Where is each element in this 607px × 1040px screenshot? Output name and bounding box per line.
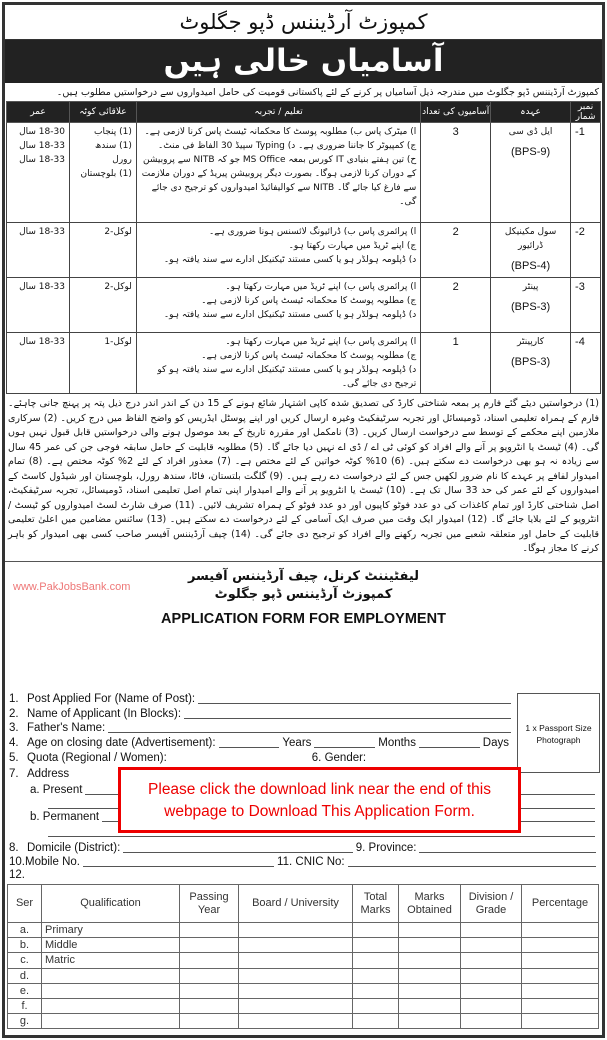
jobs-header-cell: آسامیوں کی تعداد — [421, 102, 491, 123]
quota-line: (1) بلوچستان — [80, 169, 132, 179]
entry-cell[interactable] — [353, 1014, 399, 1029]
quota-line: لوکل-1 — [104, 337, 132, 347]
fill-line[interactable] — [219, 747, 280, 748]
education-line: ج) مطلوبہ پوسٹ کا محکمانہ ٹیسٹ پاس کرنا لازمی ہے۔ — [201, 296, 417, 306]
instructions-notes: (1) درخواستیں دیئے گئے فارم پر بمعہ شناختی کارڈ کی تصدیق شدہ کاپی اشتہار شائع ہونے کے 15 دن کے اندر اندر درج ذیل پتہ پر پہنچ جانی چاہئے۔ فارم کے ہمراہ تعلیمی اسناد، ڈومیسائل اور تجربہ سرٹیفکیٹ وغیرہ ارسال کریں اور اپنے پوسٹل ایڈریس کو واضح الفاظ میں درج کریں۔ (2) سرکاری ملازمین اپنے محکمے کے توسط سے درخواست ارسال کریں۔ (3) نامکمل اور مقررہ تاریخ کے بعد موصول ہونے والی درخواستیں قابل قبول نہیں ہوں گی۔ (4) ٹیسٹ یا انٹرویو پر آنے والے افراد کو کوئی ٹی اے / ڈی اے نہیں دیا جائے گا۔ (5) مطلوبہ قابلیت کے حامل سابقہ فوجی جن کی عمر 45 سال سے زیادہ نہ ہو بھی درخواست دے سکتے ہیں۔ (6) 10% کوٹہ خواتین کے لئے مختص ہے۔ (7) معذور افراد کے لئے 2% کوٹہ مختص ہے۔ (8) تمام امیدوار لفافے پر عہدے کا نام ضرور لکھیں جس کے لئے درخواست دے رہے ہیں۔ (9) گلگت بلتستان، فاٹا، سندھ رورل، بلوچستان اور شیڈول کاسٹ کے امیدواروں کے لئے عمر کی حد 33 سال تک ہے۔ (10) ٹیسٹ یا انٹرویو پر آنے والے امیدوار اپنی تمام اصل تعلیمی اسناد، ڈومیسائل، تجربہ سرٹیفکیٹ، اصل شناختی کارڈ اور تمام کاغذات کی دو عدد فوٹو کاپیوں اور دو عدد فوٹو کے ہمراہ تشریف لائیں۔ (11) صرف شارٹ لسٹ امیدواروں کو ٹیسٹ / انٹرویو کے لئے بلایا جائے گا۔ (12) امیدوار ایک وقت میں صرف ایک آسامی کے لئے درخواست دے سکتے ہیں۔ (13) سائنس مضامین میں اعلیٰ تعلیمی قابلیت کے حامل اور متعلقہ شعبے میں تجربہ رکھنے والے افراد کو ترجیح دی جائے گی۔ (14) چیف آرڈیننس آفیسر صاحب کسی بھی امیدوار کو باہر کرنے کا مجاز ہوگا۔ — [5, 397, 602, 562]
entry-cell[interactable] — [399, 968, 461, 983]
serial-cell: -2 — [571, 223, 601, 278]
ser-cell: d. — [8, 968, 42, 983]
entry-cell[interactable] — [522, 953, 599, 968]
entry-cell[interactable] — [399, 953, 461, 968]
table-row — [8, 953, 599, 968]
qualification-cell — [42, 968, 180, 983]
table-row — [8, 983, 599, 998]
field-num: 2. — [9, 708, 19, 720]
table-row — [7, 123, 601, 223]
education-line: د) ڈپلومہ ہولڈر ہو یا کسی مستند ٹیکنیکل ادارے سے سند یافتہ ہو۔ — [163, 310, 417, 320]
field-num: 8. — [9, 842, 19, 854]
edu-header-cell: Marks Obtained — [399, 885, 461, 923]
field-name — [9, 707, 514, 721]
entry-cell[interactable] — [461, 953, 522, 968]
fill-line[interactable] — [108, 732, 511, 733]
serial-cell: -3 — [571, 278, 601, 333]
entry-cell[interactable] — [522, 1014, 599, 1029]
field-num: 6. — [311, 752, 322, 764]
field-label: Name of Applicant (In Blocks): — [27, 708, 182, 720]
download-notice[interactable]: Please click the download link near the end of this webpage to Download This Application Form. — [118, 767, 521, 833]
ser-cell: b. — [8, 938, 42, 953]
entry-cell[interactable] — [461, 1014, 522, 1029]
entry-cell[interactable] — [239, 998, 353, 1013]
edu-header-cell: Percentage — [522, 885, 599, 923]
education-line: د) ڈپلومہ ہولڈر ہو یا کسی مستند ٹیکنیکل ادارے سے سند یافتہ ہو کو ترجیح دی جائے گی۔ — [157, 365, 417, 389]
age-cell — [7, 223, 70, 278]
entry-cell[interactable] — [399, 938, 461, 953]
edu-header-cell: Division / Grade — [461, 885, 522, 923]
field-mobile — [9, 855, 599, 869]
education-cell — [136, 333, 420, 394]
entry-cell[interactable] — [522, 923, 599, 938]
table-row — [8, 1014, 599, 1029]
education-cell — [136, 223, 420, 278]
edu-header-cell: Ser — [8, 885, 42, 923]
table-row — [7, 333, 601, 394]
field-label: Post Applied For (Name of Post): — [27, 693, 196, 705]
entry-cell[interactable] — [353, 998, 399, 1013]
quota-cell — [69, 123, 136, 223]
education-line: ا) پرائمری پاس ب) اپنے ٹریڈ میں مہارت رکھتا ہو۔ — [225, 337, 417, 347]
months-label: Months — [378, 737, 416, 749]
entry-cell[interactable] — [239, 953, 353, 968]
table-row — [7, 223, 601, 278]
field-father — [9, 721, 514, 735]
field-num: 5. — [9, 752, 19, 764]
edu-header-cell: Board / University — [239, 885, 353, 923]
education-line: ا) پرائمری پاس ب) اپنے ٹریڈ میں مہارت رکھتا ہو۔ — [225, 282, 417, 292]
days-label: Days — [482, 737, 509, 749]
post-bps: (BPS-3) — [511, 356, 551, 368]
fill-line[interactable] — [419, 852, 596, 853]
edu-header-cell: Passing Year — [180, 885, 239, 923]
entry-cell[interactable] — [239, 923, 353, 938]
post-cell — [491, 223, 571, 278]
entry-cell[interactable] — [399, 1014, 461, 1029]
signature-line2: کمپوزٹ آرڈیننس ڈپو جگلوٹ — [214, 586, 393, 602]
entry-cell[interactable] — [239, 938, 353, 953]
entry-cell[interactable] — [180, 983, 239, 998]
post-name: ایل ڈی سی — [508, 127, 553, 137]
entry-cell[interactable] — [239, 968, 353, 983]
quota-cell — [69, 223, 136, 278]
entry-cell[interactable] — [522, 968, 599, 983]
years-label: Years — [282, 737, 312, 749]
field-num: 1. — [9, 693, 19, 705]
serial-cell: -4 — [571, 333, 601, 394]
ser-cell: a. — [8, 923, 42, 938]
entry-cell[interactable] — [353, 953, 399, 968]
gender-label: Gender: — [324, 752, 367, 764]
entry-cell[interactable] — [461, 983, 522, 998]
field-post — [9, 692, 514, 706]
education-line: ج) اپنے ٹریڈ میں مہارت رکھتا ہو۔ — [288, 241, 417, 251]
count-cell: 2 — [421, 278, 491, 333]
table-row — [8, 923, 599, 938]
qualification-cell: Middle — [42, 938, 180, 953]
watermark: www.PakJobsBank.com — [13, 580, 131, 593]
post-cell — [491, 123, 571, 223]
ser-cell: c. — [8, 953, 42, 968]
province-label: Province: — [368, 842, 417, 854]
signature-line1: لیفٹیننٹ کرنل، چیف آرڈیننس آفیسر — [187, 568, 420, 584]
ser-cell: g. — [8, 1014, 42, 1029]
post-bps: (BPS-4) — [511, 260, 551, 272]
age-line: 18-33 سال — [19, 141, 65, 151]
post-bps: (BPS-9) — [511, 146, 551, 158]
qualification-cell: Matric — [42, 953, 180, 968]
entry-cell[interactable] — [461, 923, 522, 938]
field-num: 11. — [277, 856, 293, 868]
table-row — [8, 998, 599, 1013]
count-cell: 2 — [421, 223, 491, 278]
entry-cell[interactable] — [180, 968, 239, 983]
jobs-header-cell: عمر — [7, 102, 70, 123]
age-line: 18-33 سال — [19, 282, 65, 292]
field-label: Domicile (District): — [27, 842, 121, 854]
education-line: ا) میٹرک پاس ب) مطلوبہ پوسٹ کا محکمانہ ٹیسٹ پاس کرنا لازمی ہے۔ — [144, 127, 417, 137]
entry-cell[interactable] — [353, 968, 399, 983]
education-cell — [136, 278, 420, 333]
entry-cell[interactable] — [180, 923, 239, 938]
field-domicile — [9, 841, 599, 855]
field-label: Quota (Regional / Women): — [27, 752, 167, 764]
table-row — [8, 938, 599, 953]
fill-line[interactable] — [48, 836, 595, 837]
fill-line[interactable] — [314, 747, 375, 748]
fill-line[interactable] — [348, 866, 596, 867]
field-num: 4. — [9, 737, 19, 749]
post-cell — [491, 333, 571, 394]
entry-cell[interactable] — [399, 923, 461, 938]
jobs-table — [6, 101, 601, 394]
entry-cell[interactable] — [461, 998, 522, 1013]
post-name: پینٹر — [522, 282, 539, 292]
entry-cell[interactable] — [239, 1014, 353, 1029]
entry-cell[interactable] — [353, 938, 399, 953]
education-line: ج) کمپیوٹر کا جاننا ضروری ہے۔ د) Typing سپیڈ 30 الفاظ فی منٹ۔ — [158, 141, 417, 151]
entry-cell[interactable] — [522, 983, 599, 998]
fill-line[interactable] — [184, 718, 511, 719]
education-cell — [136, 123, 420, 223]
age-line: 18-30 سال — [19, 127, 65, 137]
age-line: 18-33 سال — [19, 337, 65, 347]
post-bps: (BPS-3) — [511, 301, 551, 313]
jobs-header-cell: نمبر شمار — [571, 102, 601, 123]
post-name: سول مکینیکل ڈرائیور — [504, 227, 557, 251]
quota-line: لوکل-2 — [104, 282, 132, 292]
quota-line: لوکل-2 — [104, 227, 132, 237]
vacancies-banner: آسامیاں خالی ہیں — [5, 40, 602, 83]
field-label: b. Permanent — [30, 811, 100, 823]
advertisement-section — [5, 5, 602, 628]
entry-cell[interactable] — [353, 923, 399, 938]
fill-line[interactable] — [83, 866, 274, 867]
form-title: APPLICATION FORM FOR EMPLOYMENT — [161, 610, 446, 627]
fill-line[interactable] — [123, 852, 352, 853]
organization-title: کمپوزٹ آرڈیننس ڈپو جگلوٹ — [5, 5, 602, 40]
field-12 — [9, 868, 109, 882]
education-table — [7, 884, 599, 1029]
education-line: د) ڈپلومہ ہولڈر ہو یا کسی مستند ٹیکنیکل ادارے سے سند یافتہ ہو۔ — [163, 255, 417, 265]
edu-header-cell: Qualification — [42, 885, 180, 923]
field-num: 3. — [9, 722, 19, 734]
table-row — [8, 968, 599, 983]
entry-cell[interactable] — [399, 983, 461, 998]
qualification-cell — [42, 998, 180, 1013]
fill-line[interactable] — [419, 747, 480, 748]
qualification-cell — [42, 1014, 180, 1029]
field-num: 7. — [9, 768, 19, 780]
qualification-cell — [42, 983, 180, 998]
entry-cell[interactable] — [239, 983, 353, 998]
field-num: 10. — [9, 856, 25, 868]
serial-cell: -1 — [571, 123, 601, 223]
entry-cell[interactable] — [180, 1014, 239, 1029]
entry-cell[interactable] — [522, 998, 599, 1013]
table-row — [7, 278, 601, 333]
entry-cell[interactable] — [180, 998, 239, 1013]
age-cell — [7, 278, 70, 333]
qualification-cell: Primary — [42, 923, 180, 938]
entry-cell[interactable] — [180, 938, 239, 953]
field-quota — [9, 751, 514, 765]
post-cell — [491, 278, 571, 333]
passport-photo-box: 1 x Passport Size Photograph — [517, 693, 600, 773]
entry-cell[interactable] — [522, 938, 599, 953]
signature-block — [5, 562, 602, 608]
education-line: ح) تین ہفتے بنیادی IT کورس بمعہ MS Office جو کہ NITB سے پروبیشن کے دوران کرنا لازمی ہوگا۔ بصورت دیگر پروبیشن پیریڈ کے دوران ملازمت سے فارغ کیا جائے گا۔ NITB سے کوالیفائیڈ امیدواروں کو ترجیح دی جائے گی۔ — [141, 155, 417, 207]
intro-text: کمپوزٹ آرڈیننس ڈپو جگلوٹ میں مندرجہ ذیل آسامیاں پر کرنے کے لئے پاکستانی قومیت کی حامل امیدواروں سے درخواستیں مطلوب ہیں۔ — [56, 87, 599, 98]
jobs-header-cell: علاقائی کوٹہ — [69, 102, 136, 123]
age-cell — [7, 123, 70, 223]
quota-cell — [69, 333, 136, 394]
field-address — [9, 767, 114, 781]
age-line: 18-33 سال — [19, 155, 65, 165]
field-num: 12. — [9, 869, 25, 881]
education-line: ا) پرائمری پاس ب) ڈرائیونگ لائسنس ہونا ضروری ہے۔ — [208, 227, 417, 237]
field-label: Mobile No. — [25, 856, 80, 868]
jobs-header-cell: عہدہ — [491, 102, 571, 123]
field-age — [9, 736, 509, 750]
age-cell — [7, 333, 70, 394]
quota-line: (1) پنجاب — [94, 127, 132, 137]
quota-line: (1) سندھ رورل — [94, 141, 132, 165]
entry-cell[interactable] — [399, 998, 461, 1013]
entry-cell[interactable] — [353, 983, 399, 998]
post-name: کارپینٹر — [517, 337, 545, 347]
edu-header-cell: Total Marks — [353, 885, 399, 923]
entry-cell[interactable] — [180, 953, 239, 968]
age-line: 18-33 سال — [19, 227, 65, 237]
quota-cell — [69, 278, 136, 333]
fill-line[interactable] — [198, 703, 511, 704]
field-label: Age on closing date (Advertisement): — [27, 737, 216, 749]
cnic-label: CNIC No: — [295, 856, 345, 868]
jobs-header-cell: تعلیم / تجربہ — [136, 102, 420, 123]
count-cell: 1 — [421, 333, 491, 394]
field-num: 9. — [355, 842, 366, 854]
jobs-header-row — [7, 102, 601, 123]
entry-cell[interactable] — [461, 938, 522, 953]
education-line: ج) مطلوبہ پوسٹ کا محکمانہ ٹیسٹ پاس کرنا لازمی ہے۔ — [201, 351, 417, 361]
edu-header-row — [8, 885, 599, 923]
field-label: a. Present — [30, 784, 83, 796]
entry-cell[interactable] — [461, 968, 522, 983]
ser-cell: e. — [8, 983, 42, 998]
count-cell: 3 — [421, 123, 491, 223]
ser-cell: f. — [8, 998, 42, 1013]
field-label: Address — [27, 768, 70, 780]
field-label: Father's Name: — [27, 722, 106, 734]
